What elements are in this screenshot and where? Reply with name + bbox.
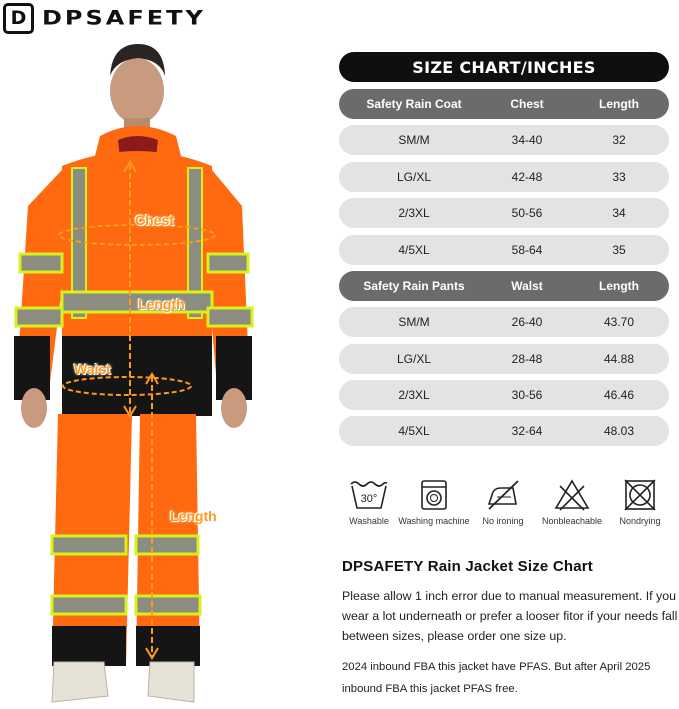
pants-size-row (339, 307, 669, 337)
coat-size: 4/5XL (398, 243, 430, 257)
pants-size-row (339, 344, 669, 374)
pants-length: 43.70 (603, 315, 635, 329)
pfas-notice: 2024 inbound FBA this jacket have PFAS. But after April 2025 inbound FBA this jacket PFAS free. (342, 661, 651, 695)
coat-header-chest: Chest (510, 97, 544, 111)
pants-header-waist: Walst (511, 279, 543, 293)
left-sleeve-stripe-2 (16, 308, 62, 326)
left-hand (21, 388, 47, 428)
coat-size-row (339, 162, 669, 192)
right-pant-stripe-1 (136, 536, 198, 554)
pants-size: 4/5XL (398, 424, 430, 438)
pants-size: LG/XL (396, 352, 432, 366)
care-label: Nondrying (619, 516, 661, 526)
brand-mark-icon: D (3, 3, 34, 34)
coat-size: LG/XL (396, 170, 432, 184)
care-label: No ironing (482, 516, 524, 526)
care-item-nondrying (600, 478, 679, 526)
coat-length: 34 (612, 206, 626, 220)
torso-stripe (62, 292, 212, 312)
no-bleach-icon (554, 478, 590, 512)
pants-size: 2/3XL (398, 388, 430, 402)
no-tumble-dry-icon (622, 478, 658, 512)
pants-size: SM/M (398, 315, 430, 329)
model-figure (0, 36, 270, 709)
brand-logo (3, 3, 206, 33)
coat-chest: 42-48 (511, 170, 543, 184)
left-pant-stripe-2 (52, 596, 126, 614)
left-sleeve-stripe-1 (20, 254, 62, 272)
brand-name: DPSAFETY (42, 6, 206, 30)
coat-length: 33 (612, 170, 626, 184)
no-ironing-icon (485, 478, 521, 512)
care-label: Washing machine (398, 516, 470, 526)
washtub-30-icon (349, 478, 389, 512)
pants-length: 48.03 (603, 424, 635, 438)
pants-waist: 32-64 (511, 424, 543, 438)
coat-header-length: Length (599, 97, 639, 111)
washing-machine-icon (417, 478, 451, 512)
coat-size: SM/M (398, 133, 430, 147)
rain-suit-illustration (0, 36, 270, 709)
pants-size-row (339, 416, 669, 446)
coat-chest: 58-64 (511, 243, 543, 257)
chest-label: Chest (135, 212, 174, 228)
right-shoe (148, 662, 194, 702)
coat-length: 32 (612, 133, 626, 147)
pants-header-length: Length (599, 279, 639, 293)
care-label: Washable (349, 516, 389, 526)
right-pant-stripe-2 (136, 596, 200, 614)
pants-length: 46.46 (603, 388, 635, 402)
coat-chest: 34-40 (511, 133, 543, 147)
pants-waist: 26-40 (511, 315, 543, 329)
pants-header-name: Safety Rain Pants (363, 279, 465, 293)
pants-length: 44.88 (603, 352, 635, 366)
care-item-no-ironing (463, 478, 543, 526)
coat-size-row (339, 125, 669, 155)
waist-label: Waist (74, 361, 111, 377)
left-pant-hem (52, 626, 126, 666)
coat-chest: 50-56 (511, 206, 543, 220)
size-chart-heading: DPSAFETY Rain Jacket Size Chart (342, 558, 594, 575)
right-sleeve-stripe-2 (208, 308, 252, 326)
pants-header-row (339, 271, 669, 301)
pants-waist: 28-48 (511, 352, 543, 366)
coat-size-row (339, 235, 669, 265)
right-sleeve-stripe-1 (208, 254, 248, 272)
coat-size: 2/3XL (398, 206, 430, 220)
svg-text:30°: 30° (360, 493, 378, 505)
size-chart-title: SIZE CHART/INCHES (339, 52, 669, 82)
right-hand (221, 388, 247, 428)
left-shoe (52, 662, 108, 702)
pants-length-label: Length (170, 508, 217, 524)
care-item-washing-machine (394, 478, 474, 526)
model-head (110, 58, 164, 124)
measurement-note: Please allow 1 inch error due to manual measurement. If you wear a lot underneath or prefer a looser fitor if your needs fall between sizes, please order one size up. (342, 589, 678, 643)
coat-length: 35 (612, 243, 626, 257)
coat-size-row (339, 198, 669, 228)
right-pant-hem (136, 626, 200, 666)
care-label: Nonbleachable (541, 516, 603, 526)
coat-header-row (339, 89, 669, 119)
coat-length-label: Length (138, 296, 185, 312)
coat-header-name: Safety Rain Coat (366, 97, 462, 111)
left-pant-stripe-1 (52, 536, 126, 554)
pants-waist: 30-56 (511, 388, 543, 402)
pants-size-row (339, 380, 669, 410)
